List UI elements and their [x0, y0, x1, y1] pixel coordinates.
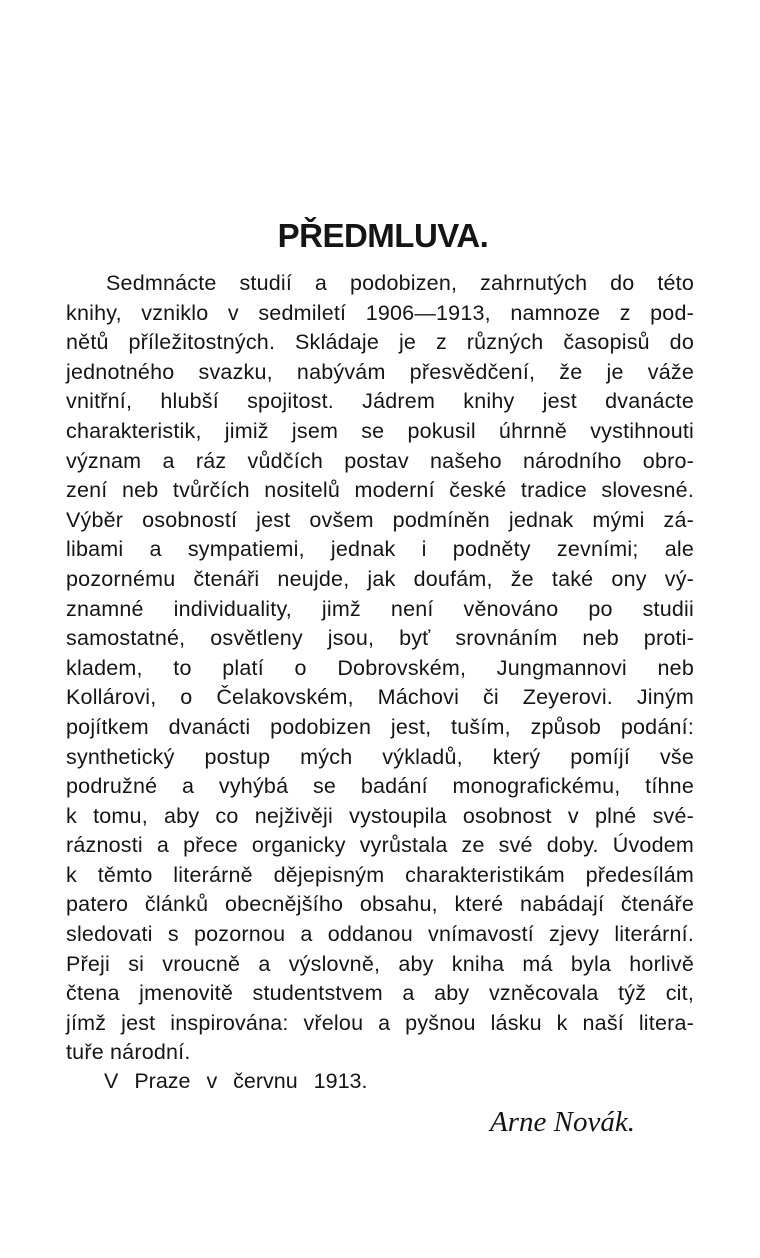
text-line: Přeji si vroucně a výslovně, aby kniha má byla horlivě: [66, 951, 694, 976]
text-line: zení neb tvůrčích nositelů moderní české tradice slovesné.: [66, 478, 694, 503]
text-line: sledovati s pozornou a oddanou vnímavostí zjevy literární.: [66, 922, 694, 947]
text-line: pojítkem dvanácti podobizen jest, tuším, způsob podání:: [66, 714, 694, 739]
text-line: Výběr osobností jest ovšem podmíněn jednak mými zá-: [66, 507, 694, 532]
text-line: znamné individuality, jimž není věnováno po studii: [66, 596, 694, 621]
text-line: čtena jmenovitě studentstvem a aby vzněcovala týž cit,: [66, 981, 694, 1006]
text-line: kladem, to platí o Dobrovském, Jungmannovi neb: [66, 655, 694, 680]
text-line: patero článků obecnějšího obsahu, které nabádají čtenáře: [66, 892, 694, 917]
text-line: vnitřní, hlubší spojitost. Jádrem knihy jest dvanácte: [66, 389, 694, 414]
text-line: libami a sympatiemi, jednak i podněty zevními; ale: [66, 537, 694, 562]
text-line: pozornému čtenáři neujde, jak doufám, že také ony vý-: [66, 566, 694, 591]
place-date: V Praze v červnu 1913.: [104, 1069, 368, 1093]
preface-paragraph: [66, 269, 694, 1068]
text-line: Kollárovi, o Čelakovském, Máchovi či Zeyerovi. Jiným: [66, 685, 694, 710]
text-line: Sedmnácte studií a podobizen, zahrnutých do této: [106, 271, 694, 295]
text-line: ráznosti a přece organicky vyrůstala ze své doby. Úvodem: [66, 833, 694, 858]
text-line: knihy, vzniklo v sedmiletí 1906—1913, namnoze z pod-: [66, 300, 694, 325]
text-line: charakteristik, jimiž jsem se pokusil úhrnně vystihnouti: [66, 418, 694, 443]
text-line: k těmto literárně dějepisným charakteristikám předesílám: [66, 862, 694, 887]
text-line: synthetický postup mých výkladů, který pomíjí vše: [66, 744, 694, 769]
page-title: PŘEDMLUVA.: [277, 217, 489, 254]
text-line: tuře národní.: [66, 1040, 191, 1065]
text-line: jednotného svazku, nabývám přesvědčení, že je váže: [66, 359, 694, 384]
text-line: k tomu, aby co nejživěji vystoupila osobnost v plné své-: [66, 803, 694, 828]
text-line: podružné a vyhýbá se badání monografickému, tíhne: [66, 774, 694, 799]
text-line: význam a ráz vůdčích postav našeho národního obro-: [66, 448, 694, 473]
author-signature: Arne Novák.: [490, 1106, 635, 1138]
text-line: samostatné, osvětleny jsou, byť srovnáním neb proti-: [66, 626, 694, 651]
text-line: jímž jest inspirována: vřelou a pyšnou lásku k naší litera-: [66, 1010, 694, 1035]
text-line: nětů příležitostných. Skládaje je z různých časopisů do: [66, 330, 694, 355]
